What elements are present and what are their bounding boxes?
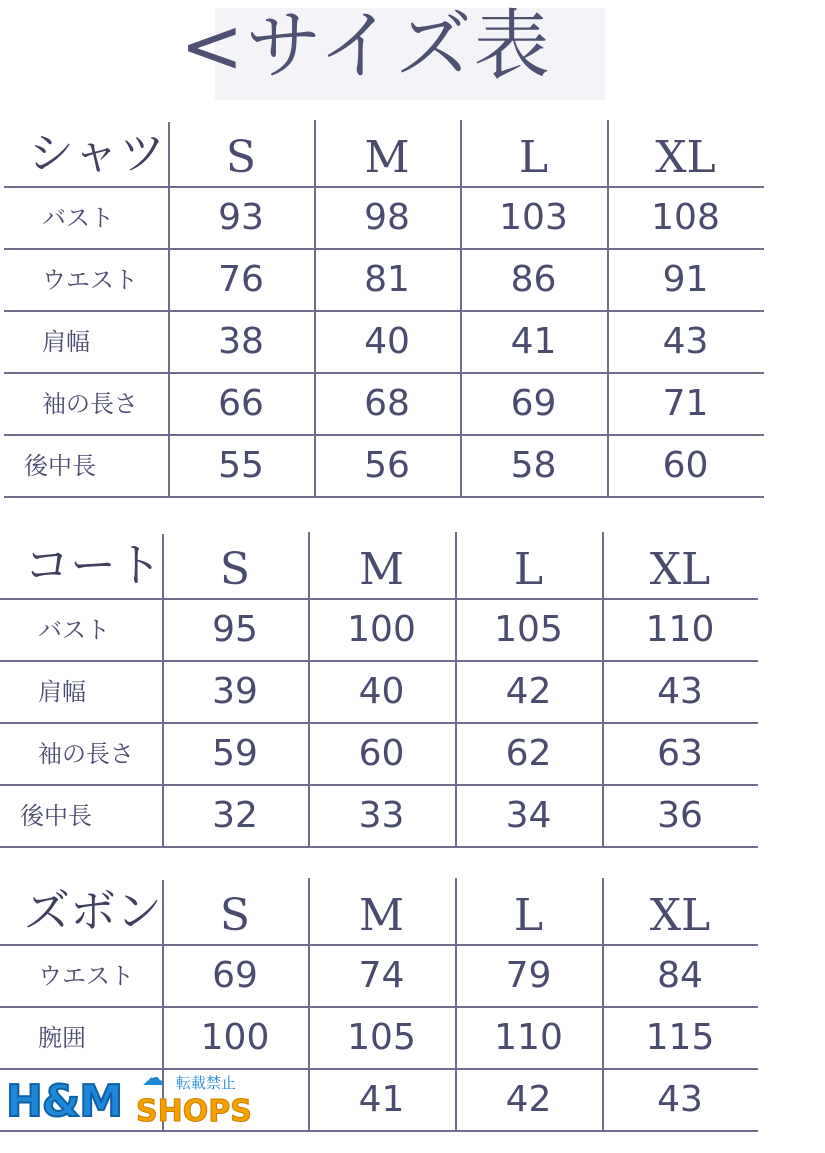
table-cell: 40 <box>358 671 405 712</box>
row-divider <box>0 846 758 848</box>
size-header-s: S <box>225 132 257 183</box>
table-category-label: ズボン <box>24 884 162 938</box>
table-cell: 105 <box>494 609 563 650</box>
size-header-xl: XL <box>649 544 711 595</box>
table-cell: 71 <box>662 383 709 424</box>
row-divider <box>4 310 764 312</box>
table-cell: 32 <box>212 795 258 836</box>
table-cell: 36 <box>657 795 703 836</box>
size-header-l: L <box>518 132 549 183</box>
row-divider <box>4 496 764 498</box>
table-cell: 42 <box>505 1079 552 1120</box>
table-cell: 41 <box>358 1079 405 1120</box>
size-header-xl: XL <box>649 890 711 941</box>
logo-shops-text: SHOPS <box>136 1094 252 1129</box>
table-cell: 76 <box>218 259 264 300</box>
size-table <box>0 530 825 850</box>
table-cell: 98 <box>364 197 410 238</box>
size-header-l: L <box>513 544 544 595</box>
size-table <box>0 118 825 500</box>
column-divider <box>460 120 462 496</box>
header-divider <box>0 598 758 600</box>
table-cell: 95 <box>212 609 258 650</box>
row-divider <box>4 248 764 250</box>
table-cell: 105 <box>347 1017 416 1058</box>
table-cell: 63 <box>657 733 703 774</box>
size-header-s: S <box>219 890 251 941</box>
row-label: 後中長 <box>24 452 96 480</box>
table-cell: 69 <box>510 383 557 424</box>
row-divider <box>0 784 758 786</box>
table-cell: 56 <box>364 445 410 486</box>
table-cell: 42 <box>505 671 552 712</box>
table-cell: 38 <box>218 321 264 362</box>
table-cell: 91 <box>662 259 709 300</box>
table-cell: 34 <box>505 795 552 836</box>
table-cell: 100 <box>200 1017 270 1058</box>
table-cell: 68 <box>364 383 410 424</box>
table-cell: 33 <box>358 795 405 836</box>
row-divider <box>0 1130 758 1132</box>
table-cell: 81 <box>364 259 410 300</box>
table-cell: 59 <box>212 733 258 774</box>
row-label: 袖の長さ <box>42 390 138 418</box>
table-cell: 100 <box>347 609 416 650</box>
row-label: 腕囲 <box>38 1024 86 1052</box>
table-cell: 69 <box>212 955 258 996</box>
size-header-l: L <box>513 890 544 941</box>
table-cell: 43 <box>657 1079 703 1120</box>
column-divider <box>607 120 609 496</box>
row-divider <box>0 722 758 724</box>
table-cell: 43 <box>662 321 709 362</box>
header-divider <box>0 944 758 946</box>
table-cell: 86 <box>510 259 557 300</box>
table-cell: 108 <box>651 197 720 238</box>
table-cell: 103 <box>499 197 568 238</box>
table-cell: 40 <box>364 321 410 362</box>
row-label: バスト <box>42 204 114 232</box>
size-header-xl: XL <box>655 132 716 183</box>
table-cell: 60 <box>358 733 405 774</box>
row-divider <box>4 434 764 436</box>
row-label: 袖の長さ <box>38 740 134 768</box>
row-divider <box>0 660 758 662</box>
row-label: バスト <box>38 616 110 644</box>
size-header-m: M <box>364 132 410 183</box>
table-cell: 115 <box>645 1017 715 1058</box>
shop-logo <box>6 1068 262 1130</box>
table-cell: 43 <box>657 671 703 712</box>
size-header-s: S <box>219 544 251 595</box>
row-label: ウエスト <box>42 266 138 294</box>
table-cell: 39 <box>212 671 258 712</box>
logo-note-text: 転載禁止 <box>176 1074 237 1092</box>
row-label: 肩幅 <box>38 678 86 706</box>
table-cell: 62 <box>505 733 552 774</box>
table-category-label: コート <box>24 538 162 592</box>
table-cell: 79 <box>505 955 552 996</box>
header-divider <box>4 186 764 188</box>
table-cell: 41 <box>510 321 557 362</box>
table-cell: 58 <box>510 445 557 486</box>
row-divider <box>0 1006 758 1008</box>
table-cell: 66 <box>218 383 264 424</box>
page-title: <サイズ表 <box>180 1 552 90</box>
cloud-icon: ☁ <box>142 1066 164 1091</box>
table-cell: 110 <box>645 609 715 650</box>
column-divider <box>314 120 316 496</box>
table-cell: 60 <box>662 445 709 486</box>
table-cell: 55 <box>218 445 264 486</box>
size-header-m: M <box>358 544 405 595</box>
size-header-m: M <box>358 890 405 941</box>
row-label: 後中長 <box>20 802 92 830</box>
row-label: ウエスト <box>38 962 134 990</box>
row-divider <box>4 372 764 374</box>
logo-brand-text: H&M <box>6 1076 122 1127</box>
table-cell: 110 <box>494 1017 563 1058</box>
table-cell: 74 <box>358 955 405 996</box>
table-cell: 84 <box>657 955 703 996</box>
row-label: 肩幅 <box>42 328 90 356</box>
table-cell: 93 <box>218 197 264 238</box>
table-category-label: シャツ <box>28 126 166 180</box>
